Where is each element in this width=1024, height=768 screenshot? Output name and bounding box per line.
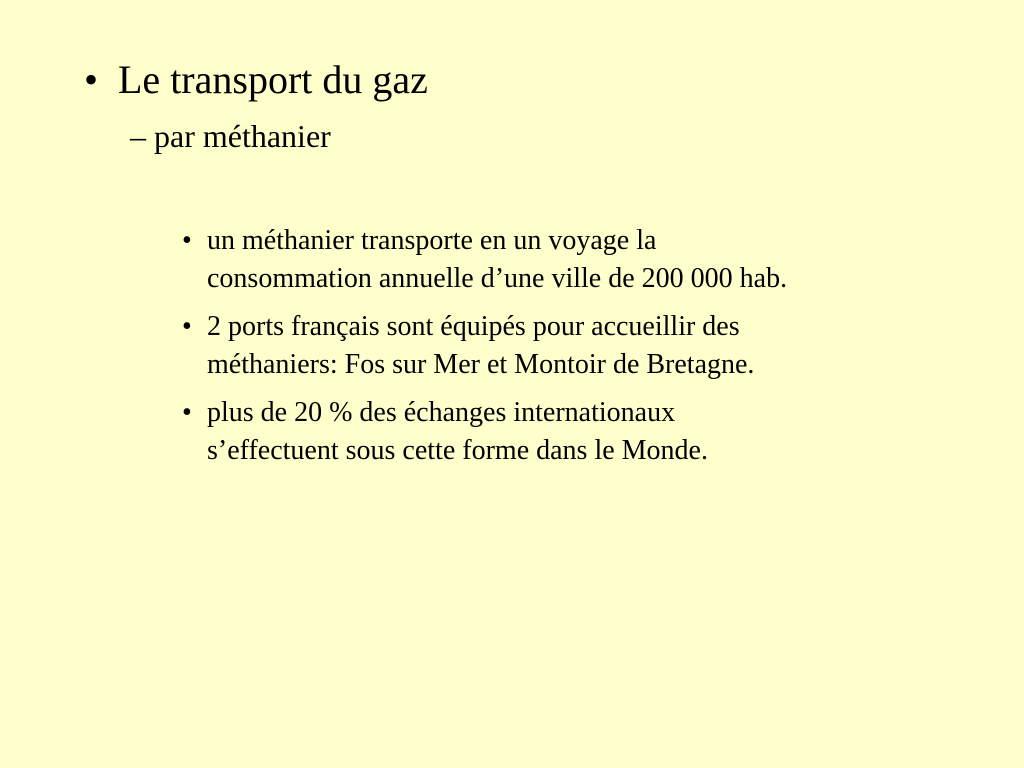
dash-icon: – [130, 118, 146, 154]
bullet-icon: • [182, 397, 192, 428]
subheading-text: par méthanier [154, 118, 331, 154]
list-item-line: méthaniers: Fos sur Mer et Montoir de Bretagne. [207, 349, 755, 380]
list-item-line: 2 ports français sont équipés pour accueillir des [207, 311, 740, 342]
bullet-icon: • [84, 57, 99, 102]
main-heading-text: Le transport du gaz [118, 57, 428, 102]
bullet-icon: • [182, 311, 192, 342]
list-item-line: plus de 20 % des échanges internationaux [207, 397, 676, 428]
list-item-line: un méthanier transporte en un voyage la [207, 225, 657, 256]
list-item [182, 222, 982, 298]
bullet-list [182, 222, 982, 480]
main-heading [84, 56, 428, 104]
list-item [182, 394, 982, 470]
list-item-line: s’effectuent sous cette forme dans le Monde. [207, 435, 708, 466]
list-item-line: consommation annuelle d’une ville de 200 000 hab. [207, 263, 788, 294]
bullet-icon: • [182, 225, 192, 256]
subheading [130, 116, 331, 156]
list-item [182, 308, 982, 384]
